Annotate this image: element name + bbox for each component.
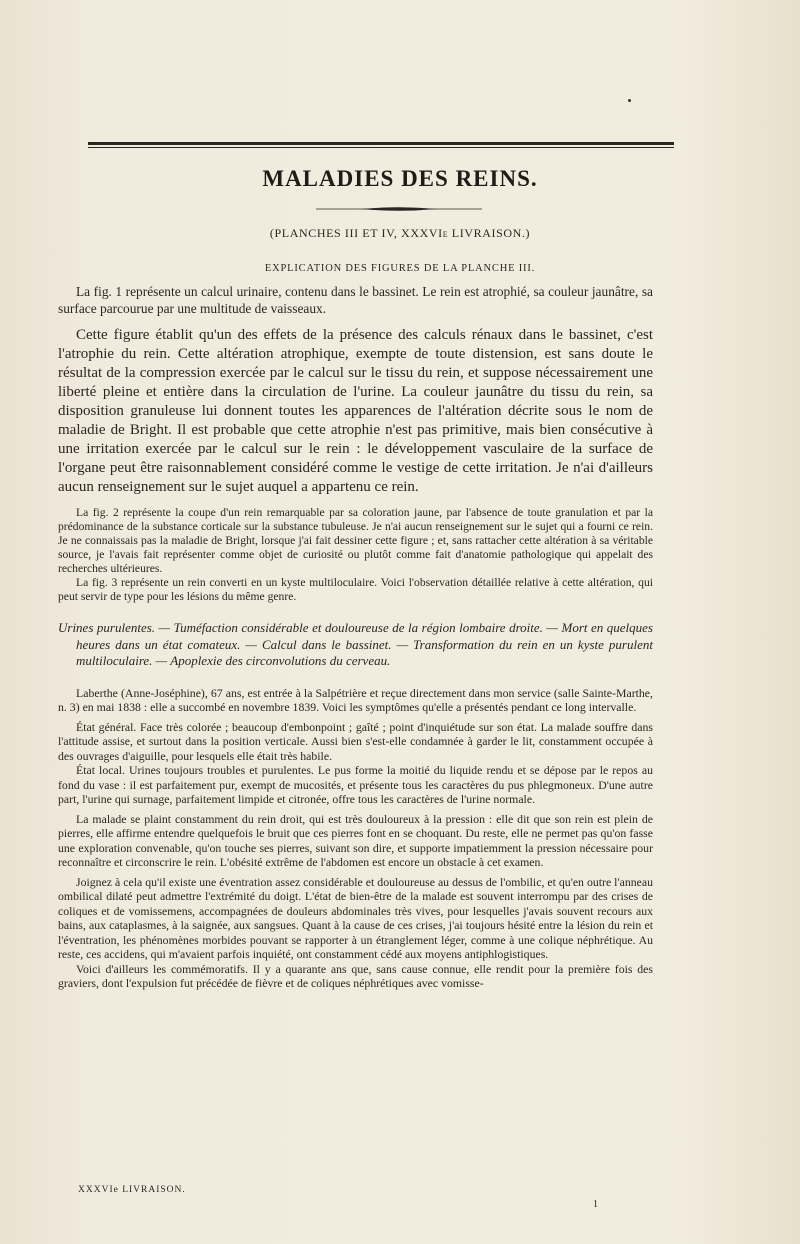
paragraph-etat-general: État général. Face très colorée ; beaucoup d'embonpoint ; gaîté ; point d'inquiétude sur son état. La malade souffre dans l'attitude assise, et surtout dans la position verticale. Aussi bien s'est-elle condamnée à garder le lit, constamment occupée à des ouvrages d'aiguille, pour lesquels elle était très habile. (58, 719, 653, 763)
paragraph-patient: Laberthe (Anne-Joséphine), 67 ans, est entrée à la Salpétrière et reçue directement dans mon service (salle Sainte-Marthe, n. 3) en mai 1838 : elle a succombé en novembre 1839. Voici les symptômes qu'elle a présentés pendant ce long intervalle. (58, 685, 653, 714)
title-ornament (316, 205, 482, 213)
page-number: 1 (593, 1199, 598, 1210)
livraison-signature: XXXVIe LIVRAISON. (78, 1185, 186, 1195)
paragraph-rein-droit: La malade se plaint constamment du rein droit, qui est très douloureux à la pression : elle dit que son rein est plein de pierres, elle affirme entendre quelquefois le bruit que ces pierres font en se choquant. Du reste, elle ne permet pas qu'on fasse une exploration convenable, qu'on touche ses pierres, suivant son dire, et supporte impatiemment la pression nécessaire pour reconnaître et circonscrire le rein. L'obésité extrême de l'abdomen est encore un obstacle à cet examen. (58, 811, 653, 869)
observation-summary: Urines purulentes. — Tuméfaction considérable et douloureuse de la région lombaire droite. — Mort en quelques heures dans un état comateux. — Calcul dans le bassinet. — Transformation du rein en un kyste purulent multiloculaire. — Apoplexie des circonvolutions du cerveau. (58, 620, 653, 668)
ink-speck (628, 99, 631, 102)
section-heading: EXPLICATION DES FIGURES DE LA PLANCHE III. (264, 263, 536, 274)
body-text (58, 283, 653, 991)
paragraph-fig2: La fig. 2 représente la coupe d'un rein remarquable par sa coloration jaune, par l'absence de toute granulation et par la prédominance de la substance corticale sur la substance tubuleuse. Je n'ai aucun renseignement sur le sujet qui a fourni ce rein. Je ne connaissais pas la maladie de Bright, lorsque j'ai fait dessiner cette figure ; et, sans rattacher cette altération à sa véritable source, je l'avais fait représenter comme objet de curiosité ou plutôt comme fait d'anatomie pathologique qui appelait des recherches ultérieures. (58, 506, 653, 575)
paragraph-commemoratifs: Voici d'ailleurs les commémoratifs. Il y a quarante ans que, sans cause connue, elle rendit pour la première fois des graviers, dont l'expulsion fut précédée de fièvre et de coliques néphrétiques avec vomisse- (58, 961, 653, 990)
plates-subtitle: (PLANCHES III ET IV, XXXVIe LIVRAISON.) (269, 226, 531, 240)
paragraph-eventration: Joignez à cela qu'il existe une éventration assez considérable et douloureuse au dessus de l'ombilic, et qu'en outre l'anneau ombilical dilaté peut admettre l'extrémité du doigt. L'état de bien-être de la malade est souvent interrompu par des crises de coliques et de vomissemens, accompagnées de douleurs abdominales très vives, pour lesquelles j'avais souvent recours aux bains, aux cataplasmes, à la saignée, aux sangsues. Quant à la cause de ces crises, j'ai toujours hésité entre la lésion du rein et l'éventration, les phénomènes morbides pouvant se rapporter à un étranglement léger, comme à une colique néphrétique. Au reste, ces accidens, qui m'avaient parfois inquiété, ont constamment cédé aux moyens antiphlogistiques. (58, 874, 653, 961)
paragraph-atrophy: Cette figure établit qu'un des effets de la présence des calculs rénaux dans le bassinet, c'est l'atrophie du rein. Cette altération atrophique, exempte de toute distension, est sans doute le résultat de la compression exercée par le calcul sur le tissu du rein, et suppose nécessairement une liberté pleine et entière dans la circulation de l'urine. La couleur jaunâtre du tissu du rein, sa disposition granuleuse lui donnent toutes les apparences de l'altération décrite sous le nom de maladie de Bright. Il est probable que cette atrophie n'est pas primitive, mais bien consécutive à une irritation exercée par le calcul sur le rein : le développement vasculaire de la surface de l'organe peut être raisonnablement considéré comme le vestige de cette irritation. Je n'ai d'ailleurs aucun renseignement sur le sujet auquel a appartenu ce rein. (58, 327, 653, 495)
paragraph-etat-local: État local. Urines toujours troubles et purulentes. Le pus forme la moitié du liquide rendu et se dépose par le repos au fond du vase : il est parfaitement pur, exempt de mucosités, et présente tous les caractères du pus phlegmoneux. D'une autre part, l'urine qui surnage, parfaitement limpide et citronée, offre tous les caractères de l'urine normale. (58, 763, 653, 806)
page-title: MALADIES DES REINS. (262, 166, 538, 191)
paragraph-fig3: La fig. 3 représente un rein converti en un kyste multiloculaire. Voici l'observation détaillée relative à cette altération, qui peut servir de type pour les lésions du même genre. (58, 576, 653, 603)
top-double-rule (88, 139, 674, 148)
paragraph-fig1: La fig. 1 représente un calcul urinaire, contenu dans le bassinet. Le rein est atrophié, sa couleur jaunâtre, sa surface parcourue par une multitude de vaisseaux. (58, 284, 653, 316)
